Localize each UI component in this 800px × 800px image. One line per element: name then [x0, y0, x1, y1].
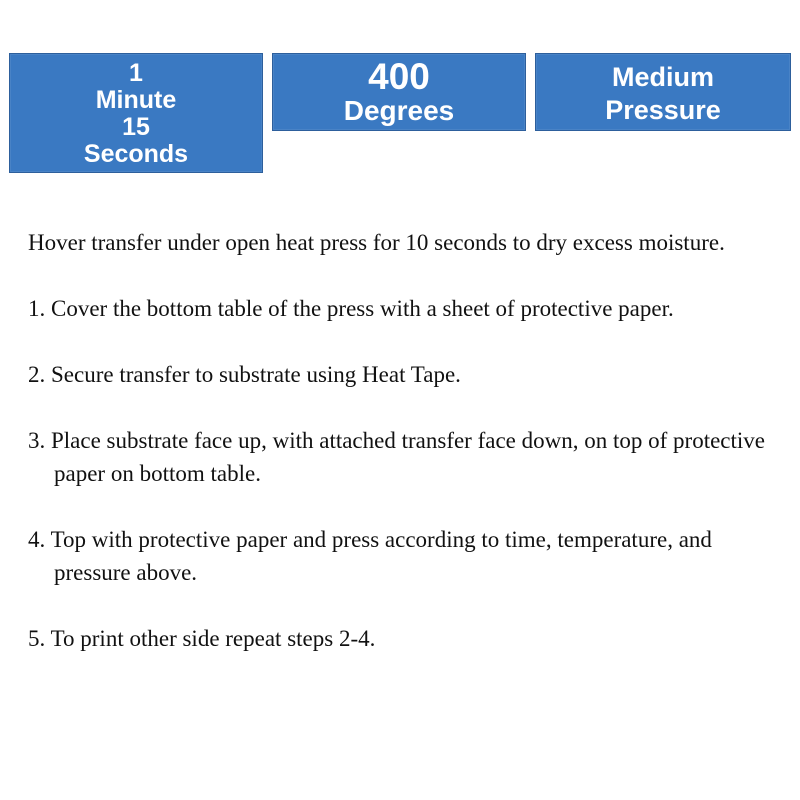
temperature-value: 400: [368, 56, 430, 97]
time-setting-box: [9, 53, 263, 173]
pressure-setting-box: [535, 53, 791, 131]
pressure-label: Pressure: [605, 95, 721, 125]
time-minutes-value: 1: [129, 59, 143, 87]
time-minutes-label: Minute: [95, 86, 177, 114]
temperature-setting-box: [272, 53, 526, 131]
instruction-step-4: 4. Top with protective paper and press according to time, temperature, and pressure above.: [28, 527, 712, 585]
time-seconds-label: Seconds: [83, 140, 189, 168]
pressure-level: Medium: [611, 62, 714, 92]
time-seconds-value: 15: [122, 113, 150, 141]
instructions-intro: Hover transfer under open heat press for 10 seconds to dry excess moisture.: [28, 230, 725, 255]
instruction-step-5: 5. To print other side repeat steps 2-4.: [28, 626, 376, 651]
instruction-step-2: 2. Secure transfer to substrate using Heat Tape.: [28, 362, 461, 387]
instruction-step-3: 3. Place substrate face up, with attached transfer face down, on top of protective paper on bottom table.: [28, 428, 765, 486]
instructions-text: [28, 226, 788, 688]
instruction-step-1: 1. Cover the bottom table of the press with a sheet of protective paper.: [28, 296, 674, 321]
temperature-unit: Degrees: [343, 95, 455, 126]
